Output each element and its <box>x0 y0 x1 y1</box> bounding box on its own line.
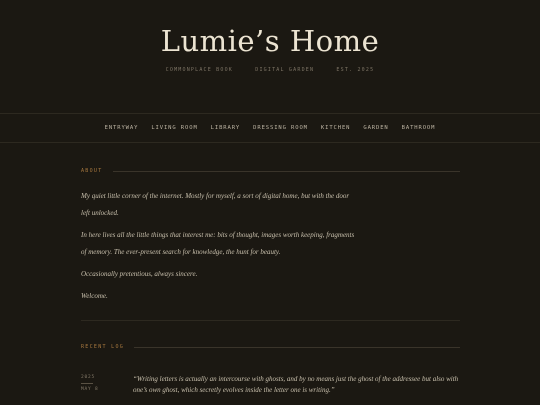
nav-item-dressing-room[interactable]: DRESSING ROOM <box>253 125 308 131</box>
about-label: ABOUT <box>81 168 103 174</box>
site-tagline <box>0 67 540 73</box>
nav-item-kitchen[interactable]: KITCHEN <box>320 125 351 131</box>
log-date <box>81 374 121 393</box>
about-paragraph: Welcome. <box>81 292 108 300</box>
section-rule <box>134 347 460 348</box>
about-section <box>81 188 356 310</box>
section-rule <box>113 171 460 172</box>
recent-log-heading <box>81 344 460 350</box>
date-separator <box>81 383 93 384</box>
main-nav <box>0 114 540 143</box>
nav-item-living-room[interactable]: LIVING ROOM <box>151 125 198 131</box>
log-quote: “Writing letters is actually an intercourse with ghosts, and by no means just the ghost of the addressee but also with one’s own ghost, which secretly evolves inside the letter one is writing.” <box>133 375 459 394</box>
tagline-item: COMMONPLACE BOOK <box>165 67 234 73</box>
about-heading <box>81 168 460 174</box>
nav-item-garden[interactable]: GARDEN <box>363 125 389 131</box>
nav-item-bathroom[interactable]: BATHROOM <box>401 125 436 131</box>
site-header <box>0 0 540 114</box>
about-paragraph: My quiet little corner of the internet. Mostly for myself, a sort of digital home, but with the door left unlocked. <box>81 192 350 217</box>
recent-log-label: RECENT LOG <box>81 344 125 350</box>
tagline-item: EST. 2025 <box>336 67 375 73</box>
about-paragraph: In here lives all the little things that interest me: bits of thought, images worth keeping, fragments of memory. The ever-present search for knowledge, the hunt for beauty. <box>81 231 355 256</box>
nav-item-entryway[interactable]: ENTRYWAY <box>104 125 139 131</box>
site-title: Lumie’s Home <box>160 24 380 58</box>
log-year: 2025 <box>81 375 96 380</box>
log-day: MAY 8 <box>81 387 99 392</box>
section-divider <box>81 320 460 321</box>
tagline-item: DIGITAL GARDEN <box>255 67 315 73</box>
nav-item-library[interactable]: LIBRARY <box>210 125 241 131</box>
about-paragraph: Occasionally pretentious, always sincere. <box>81 270 198 278</box>
